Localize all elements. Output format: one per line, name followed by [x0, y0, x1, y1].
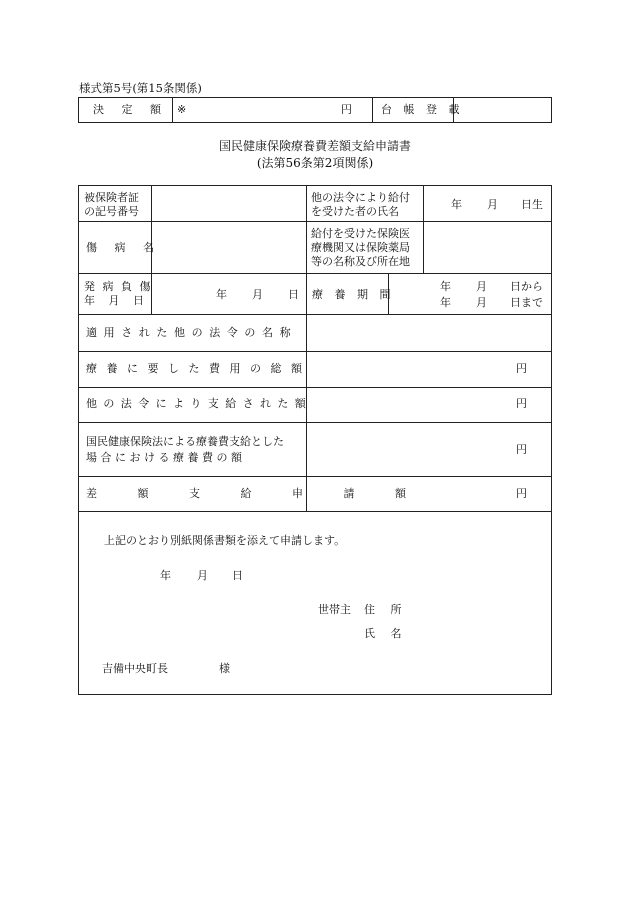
insured-number-label: 被保険者証 の記号番号	[84, 191, 139, 218]
name-label: 氏 名	[364, 627, 408, 640]
insured-number-field[interactable]	[153, 187, 304, 219]
other-law-paid-field[interactable]	[308, 389, 550, 420]
onset-year-unit: 年	[216, 288, 227, 301]
total-cost-yen-unit: 円	[516, 362, 527, 375]
period-to-text: 日まで	[510, 296, 543, 309]
onset-day-unit: 日	[288, 288, 299, 301]
treatment-period-label: 療 養 期 間	[312, 288, 395, 301]
ledger-entry-field[interactable]	[455, 99, 550, 121]
applied-law-name-field[interactable]	[308, 316, 550, 349]
decision-yen-unit: 円	[341, 103, 352, 116]
onset-date-label: 発 病 負 傷 年 月 日	[84, 280, 153, 307]
onset-month-unit: 月	[252, 288, 263, 301]
decision-amount-label: 決 定 額	[93, 103, 168, 116]
form-title: 国民健康保険療養費差額支給申請書	[218, 139, 411, 153]
date-year-unit: 年	[160, 569, 171, 582]
birth-year-unit: 年	[451, 198, 462, 211]
other-law-paid-yen-unit: 円	[516, 397, 527, 410]
nhi-amount-yen-unit: 円	[516, 443, 527, 456]
period-start-year-unit: 年	[440, 280, 451, 293]
nhi-amount-field[interactable]	[308, 424, 550, 474]
form-number: 様式第5号(第15条関係)	[79, 81, 202, 95]
provider-label: 給付を受けた保険医 療機関又は保険薬局 等の名称及び所在地	[311, 227, 410, 268]
ledger-entry-label: 台 帳 登 載	[381, 103, 464, 116]
total-cost-field[interactable]	[308, 353, 550, 385]
address-label: 住 所	[364, 603, 408, 616]
onset-date-field[interactable]	[153, 275, 304, 312]
birth-day-unit: 日生	[521, 198, 543, 211]
other-law-paid-label: 他の法令により支給された額	[86, 397, 313, 410]
total-cost-label: 療養に要した費用の総額	[86, 362, 312, 375]
date-month-unit: 月	[197, 569, 208, 582]
householder-label: 世帯主	[318, 603, 351, 616]
disease-name-field[interactable]	[153, 223, 304, 271]
difference-amount-label: 差 額 支 給 申 請 額	[86, 487, 425, 500]
period-start-month-unit: 月	[476, 280, 487, 293]
period-from-text: 日から	[510, 280, 543, 293]
householder-address-field[interactable]	[408, 600, 548, 618]
decision-amount-field[interactable]	[190, 99, 330, 121]
recipient-name-label: 他の法令により給付 を受けた者の氏名	[311, 191, 410, 218]
nhi-amount-label: 国民健康保険法による療養費支給とした 場 合 に お け る 療 養 費 の 額	[86, 435, 284, 464]
householder-name-field[interactable]	[408, 624, 548, 642]
reference-mark: ※	[177, 103, 187, 116]
difference-amount-field[interactable]	[308, 478, 550, 509]
difference-yen-unit: 円	[516, 487, 527, 500]
application-statement: 上記のとおり別紙関係書類を添えて申請します。	[104, 534, 346, 547]
disease-name-label: 傷 病 名	[86, 241, 161, 254]
period-end-year-unit: 年	[440, 296, 451, 309]
applied-law-name-label: 適用された他の法令の名称	[86, 326, 298, 339]
addressee: 吉備中央町長	[102, 662, 168, 675]
period-end-month-unit: 月	[476, 296, 487, 309]
provider-name-address-field[interactable]	[425, 223, 550, 271]
birth-month-unit: 月	[487, 198, 498, 211]
honorific: 様	[219, 662, 230, 675]
form-subtitle: (法第56条第2項関係)	[256, 156, 374, 170]
date-day-unit: 日	[232, 569, 243, 582]
